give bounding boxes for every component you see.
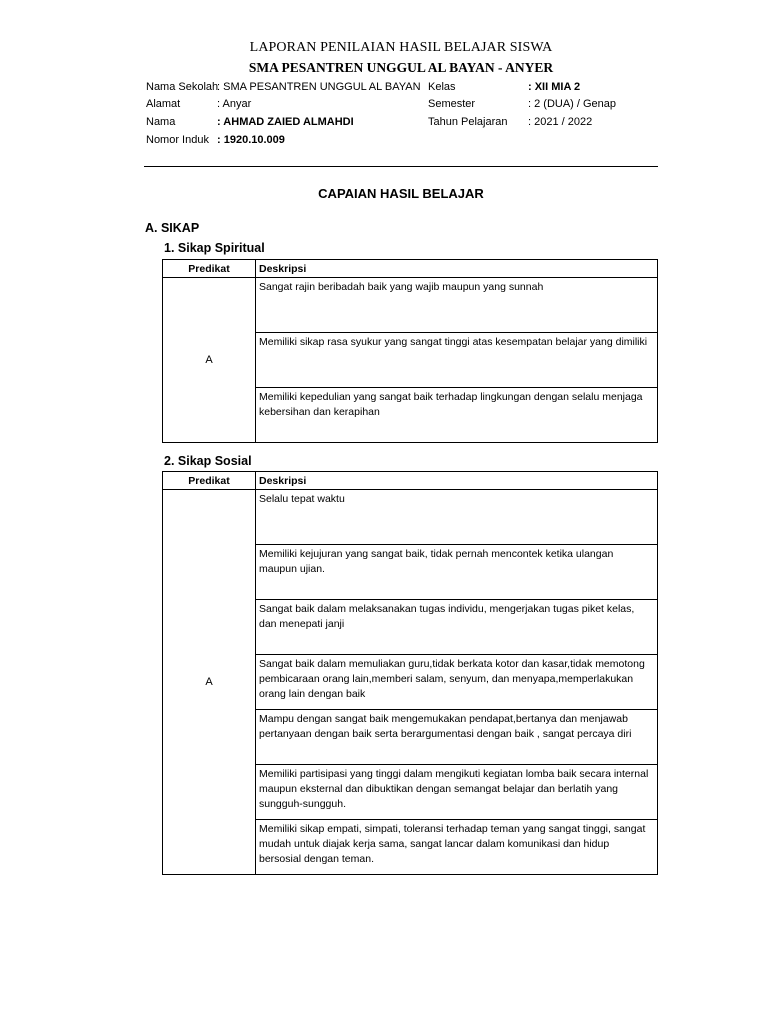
predikat-grade: A <box>163 278 256 443</box>
school-title: SMA PESANTREN UNGGUL AL BAYAN - ANYER <box>248 60 554 75</box>
predikat-header: Predikat <box>163 472 256 490</box>
nomor-induk-label: Nomor Induk <box>146 134 209 146</box>
table-header-row <box>163 472 658 490</box>
deskripsi-header: Deskripsi <box>256 472 658 490</box>
section-a-heading: A. SIKAP <box>145 221 200 235</box>
deskripsi-cell: Memiliki kepedulian yang sangat baik terhadap lingkungan dengan selalu menjaga kebersihan dan kerapihan <box>256 388 658 443</box>
nama-sekolah-label: Nama Sekolah <box>146 81 219 93</box>
semester-label: Semester <box>428 98 476 110</box>
semester-value: : 2 (DUA) / Genap <box>528 98 617 110</box>
kelas-label: Kelas <box>428 81 456 93</box>
header-divider <box>144 166 658 167</box>
predikat-grade: A <box>163 490 256 875</box>
deskripsi-cell: Sangat baik dalam melaksanakan tugas individu, mengerjakan tugas piket kelas, dan menepati janji <box>256 600 658 655</box>
nomor-induk-value: : 1920.10.009 <box>217 134 285 146</box>
nama-sekolah-value: : SMA PESANTREN UNGGUL AL BAYAN <box>217 81 421 93</box>
table-header-row <box>163 260 658 278</box>
sosial-table <box>162 471 658 875</box>
deskripsi-header: Deskripsi <box>256 260 658 278</box>
tahun-pelajaran-label: Tahun Pelajaran <box>428 116 508 128</box>
deskripsi-cell: Memiliki sikap rasa syukur yang sangat tinggi atas kesempatan belajar yang dimiliki <box>256 333 658 388</box>
sosial-heading: 2. Sikap Sosial <box>164 454 252 468</box>
deskripsi-cell: Mampu dengan sangat baik mengemukakan pendapat,bertanya dan menjawab pertanyaan dengan baik serta berargumentasi dengan baik , sangat percaya diri <box>256 710 658 765</box>
deskripsi-cell: Sangat rajin beribadah baik yang wajib maupun yang sunnah <box>256 278 658 333</box>
nama-label: Nama <box>146 116 176 128</box>
table-row <box>163 490 658 545</box>
deskripsi-cell: Memiliki sikap empati, simpati, toleransi terhadap teman yang sangat tinggi, sangat mudah untuk diajak kerja sama, sangat lancar dalam komunikasi dan hidup bersosial dengan teman. <box>256 820 658 875</box>
spiritual-heading: 1. Sikap Spiritual <box>164 241 265 255</box>
tahun-pelajaran-value: : 2021 / 2022 <box>528 116 593 128</box>
report-title: LAPORAN PENILAIAN HASIL BELAJAR SISWA <box>249 40 553 55</box>
nama-value: : AHMAD ZAIED ALMAHDI <box>217 116 354 128</box>
spiritual-table <box>162 259 658 443</box>
predikat-header: Predikat <box>163 260 256 278</box>
alamat-value: : Anyar <box>217 98 252 110</box>
kelas-value: : XII MIA 2 <box>528 81 581 93</box>
deskripsi-cell: Sangat baik dalam memuliakan guru,tidak berkata kotor dan kasar,tidak memotong pembicaraan orang lain,memberi salam, senyum, dan menyapa,memperlakukan orang lain dengan baik <box>256 655 658 710</box>
deskripsi-cell: Memiliki partisipasi yang tinggi dalam mengikuti kegiatan lomba baik secara internal maupun eksternal dan dibuktikan dengan semangat belajar dan berlatih yang sungguh-sungguh. <box>256 765 658 820</box>
alamat-label: Alamat <box>146 98 181 110</box>
main-heading: CAPAIAN HASIL BELAJAR <box>318 186 484 201</box>
deskripsi-cell: Selalu tepat waktu <box>256 490 658 545</box>
table-row <box>163 278 658 333</box>
deskripsi-cell: Memiliki kejujuran yang sangat baik, tidak pernah mencontek ketika ulangan maupun ujian. <box>256 545 658 600</box>
